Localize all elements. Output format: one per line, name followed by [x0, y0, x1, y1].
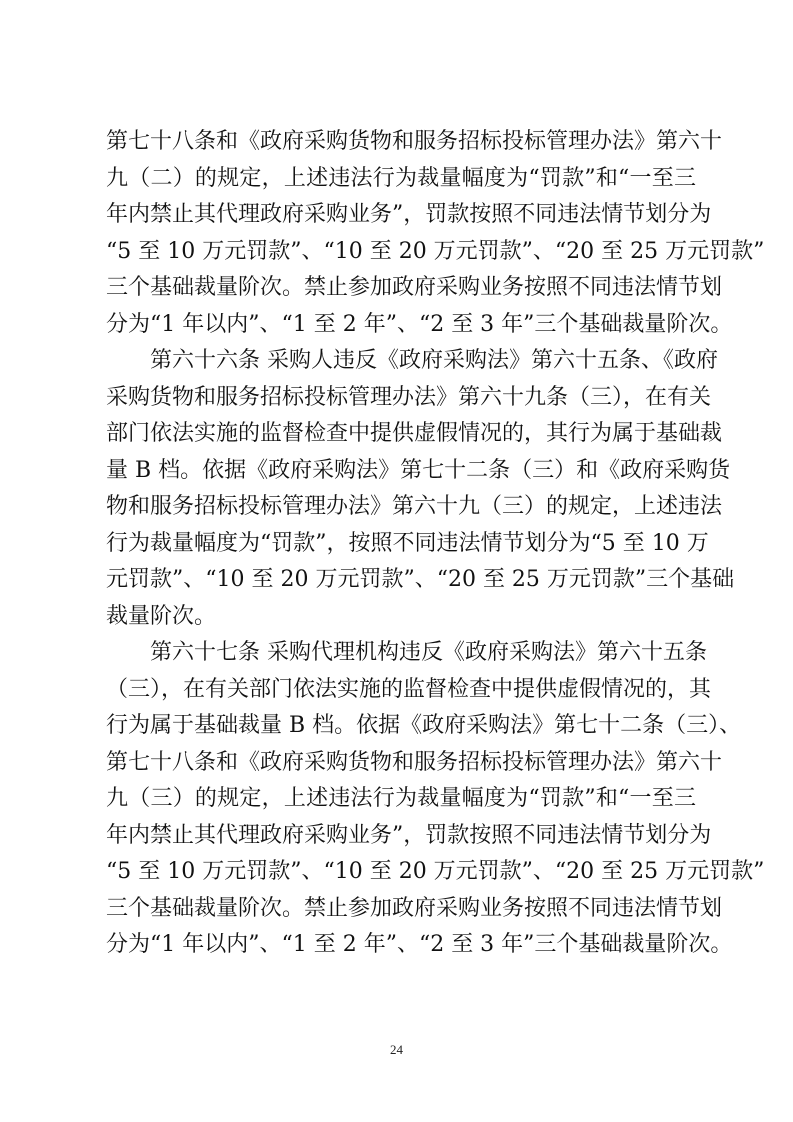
text-line: 分为“1 年以内”、“1 至 2 年”、“2 至 3 年”三个基础裁量阶次。	[106, 311, 733, 337]
text-line: 元罚款”、“10 至 20 万元罚款”、“20 至 25 万元罚款”三个基础	[106, 567, 735, 592]
text-line: “5 至 10 万元罚款”、“10 至 20 万元罚款”、“20 至 25 万元罚款”	[106, 859, 765, 884]
text-line: 九（二）的规定，上述违法行为裁量幅度为“罚款”和“一至三	[106, 165, 696, 191]
text-line: 三个基础裁量阶次。禁止参加政府采购业务按照不同违法情节划	[106, 275, 723, 300]
text-line: 年内禁止其代理政府采购业务”，罚款按照不同违法情节划分为	[106, 822, 712, 848]
paragraph-continuation	[106, 124, 765, 343]
text-line: 分为“1 年以内”、“1 至 2 年”、“2 至 3 年”三个基础裁量阶次。	[106, 932, 733, 957]
page-number: 24	[390, 1042, 403, 1057]
text-line: （三），在有关部门依法实施的监督检查中提供虚假情况的，其	[106, 676, 712, 702]
text-line: 第六十六条 采购人违反《政府采购法》第六十五条、《政府	[106, 348, 718, 373]
text-line: 物和服务招标投标管理办法》第六十九（三）的规定，上述违法	[106, 494, 723, 519]
text-line: 行为属于基础裁量 B 档。依据《政府采购法》第七十二条（三）、	[106, 713, 742, 738]
text-line: 采购货物和服务招标投标管理办法》第六十九条（三），在有关	[106, 384, 712, 410]
body-text	[106, 124, 765, 964]
text-line: 部门依法实施的监督检查中提供虚假情况的，其行为属于基础裁	[106, 421, 723, 446]
text-line: “5 至 10 万元罚款”、“10 至 20 万元罚款”、“20 至 25 万元罚款”	[106, 238, 765, 264]
text-line: 年内禁止其代理政府采购业务”，罚款按照不同违法情节划分为	[106, 202, 712, 227]
text-line: 行为裁量幅度为“罚款”，按照不同违法情节划分为“5 至 10 万	[106, 530, 709, 556]
text-line: 第七十八条和《政府采购货物和服务招标投标管理办法》第六十	[106, 129, 723, 154]
paragraph-article-66	[106, 343, 735, 635]
text-line: 九（三）的规定，上述违法行为裁量幅度为“罚款”和“一至三	[106, 786, 696, 811]
text-line: 三个基础裁量阶次。禁止参加政府采购业务按照不同违法情节划	[106, 895, 723, 921]
text-line: 量 B 档。依据《政府采购法》第七十二条（三）和《政府采购货	[106, 457, 731, 483]
paragraph-article-67	[106, 635, 765, 964]
text-line: 第六十七条 采购代理机构违反《政府采购法》第六十五条	[106, 640, 707, 665]
text-line: 裁量阶次。	[106, 603, 217, 629]
text-line: 第七十八条和《政府采购货物和服务招标投标管理办法》第六十	[106, 749, 723, 775]
